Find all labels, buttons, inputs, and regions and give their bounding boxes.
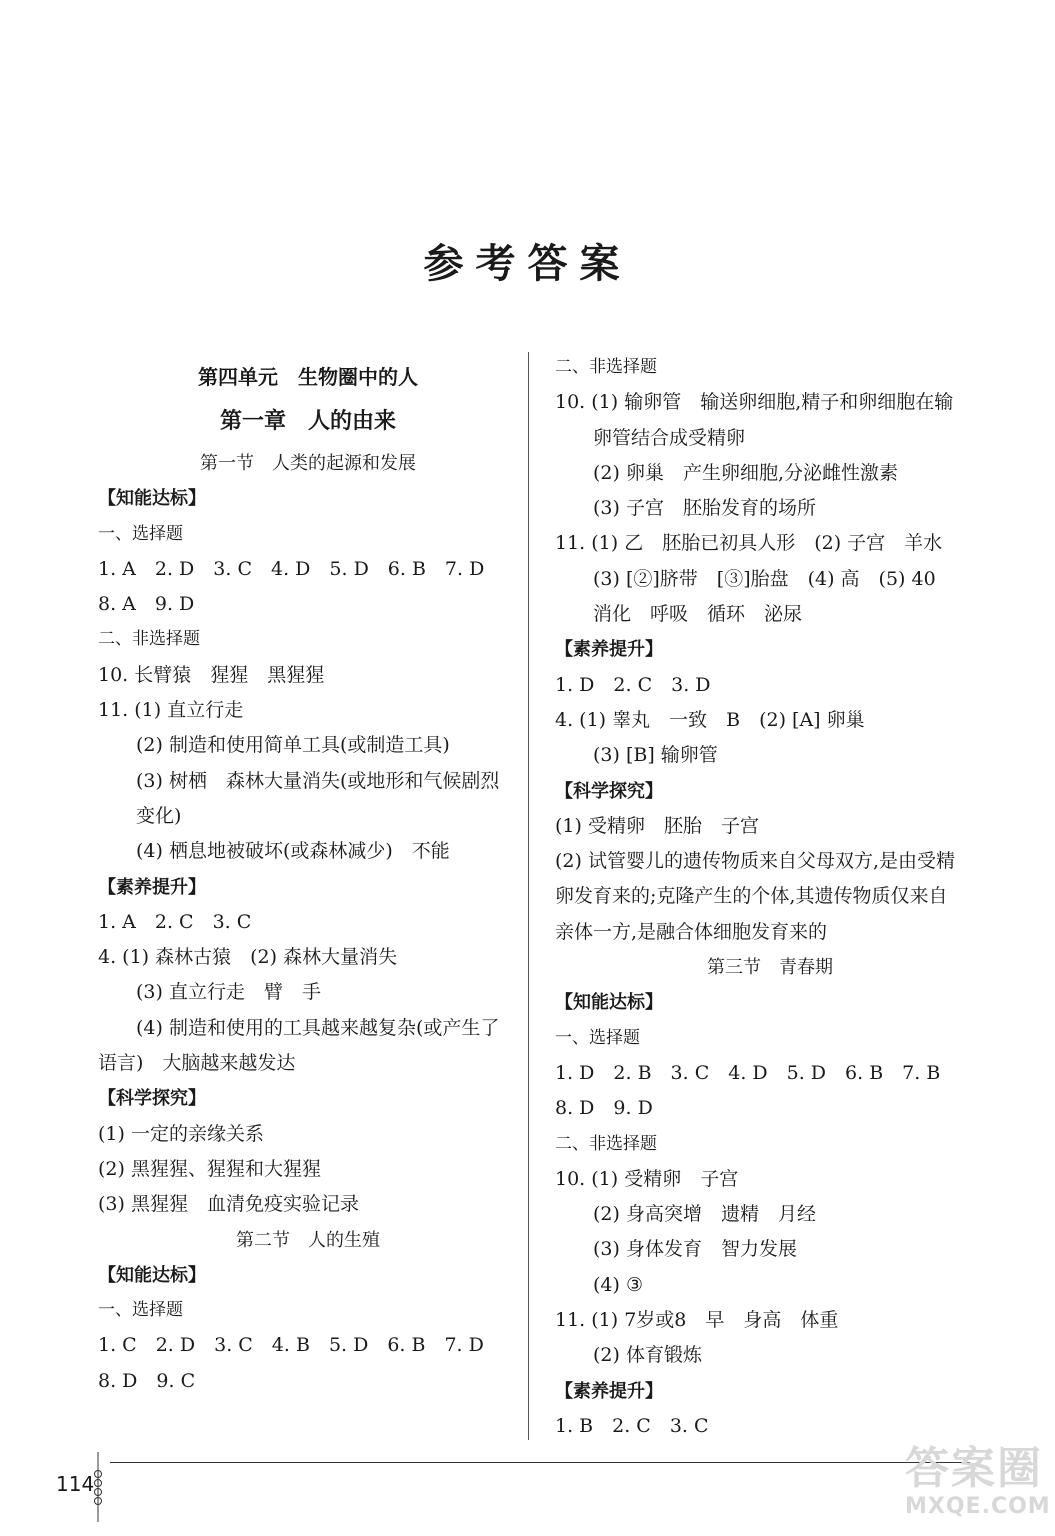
answer-line: 8. D 9. C (98, 1369, 196, 1392)
chapter-heading: 第一章 人的由来 (219, 409, 396, 434)
watermark-top-text: 答案圈 (905, 1443, 1043, 1494)
subsection-label: 【素养提升】 (98, 876, 206, 898)
subsection-label: 【素养提升】 (555, 1380, 663, 1402)
subsection-label: 【素养提升】 (555, 639, 663, 661)
answer-line: 11. (1) 直立行走 (98, 699, 244, 722)
answer-line: 卵发育来的;克隆产生的个体,其遗传物质仅来自 (555, 885, 948, 908)
watermark-bottom-text: MXQE.COM (905, 1494, 1051, 1519)
answer-line: (3) 黑猩猩 血清免疫实验记录 (98, 1193, 359, 1216)
answer-line: 8. A 9. D (98, 593, 195, 616)
answer-line: (2) 黑猩猩、猩猩和大猩猩 (98, 1157, 321, 1180)
answer-line: (3) [②]脐带 [③]胎盘 (4) 高 (5) 40 (593, 567, 936, 590)
section-heading: 第一节 人类的起源和发展 (200, 453, 416, 474)
answer-line: 11. (1) 7岁或8 早 身高 体重 (555, 1309, 839, 1332)
question-type-label: 一、选择题 (98, 523, 183, 544)
answer-line: (3) [B] 输卵管 (593, 744, 718, 767)
footer-rule (110, 1462, 970, 1463)
question-type-label: 一、选择题 (555, 1027, 640, 1048)
column-divider (528, 352, 529, 1440)
subsection-label: 【知能达标】 (98, 488, 206, 510)
answer-line: 10. (1) 受精卵 子宫 (555, 1167, 739, 1190)
answer-line: (2) 卵巢 产生卵细胞,分泌雌性激素 (593, 461, 898, 484)
answer-line: 4. (1) 睾丸 一致 B (2) [A] 卵巢 (555, 708, 865, 731)
answer-line: (1) 一定的亲缘关系 (98, 1122, 264, 1145)
page-number: 114 (56, 1472, 95, 1496)
answer-line: (2) 体育锻炼 (593, 1344, 702, 1367)
answer-line: 1. D 2. B 3. C 4. D 5. D 6. B 7. B (555, 1061, 941, 1084)
question-type-label: 二、非选择题 (555, 357, 657, 377)
subsection-label: 【知能达标】 (555, 992, 663, 1014)
section-heading: 第二节 人的生殖 (236, 1229, 380, 1251)
answer-line: 卵管结合成受精卵 (593, 426, 746, 449)
answer-line: 1. A 2. D 3. C 4. D 5. D 6. B 7. D (98, 557, 485, 580)
answer-line: (3) 直立行走 臂 手 (136, 981, 321, 1004)
left-column (98, 350, 518, 1399)
answer-line: (4) ③ (593, 1273, 643, 1296)
subsection-label: 【知能达标】 (98, 1264, 206, 1286)
answer-line: (3) 身体发育 智力发展 (593, 1238, 797, 1261)
answer-line: 1. A 2. C 3. C (98, 910, 252, 933)
right-column (555, 350, 985, 1444)
answer-line: 4. (1) 森林古猿 (2) 森林大量消失 (98, 946, 398, 969)
answer-line: 亲体一方,是融合体细胞发育来的 (555, 920, 828, 943)
unit-heading: 第四单元 生物圈中的人 (198, 365, 418, 389)
subsection-label: 【科学探究】 (98, 1088, 206, 1110)
answer-line: (1) 受精卵 胚胎 子宫 (555, 814, 759, 837)
answer-line: 8. D 9. D (555, 1097, 653, 1120)
question-type-label: 二、非选择题 (555, 1133, 657, 1154)
answer-line: (2) 身高突增 遗精 月经 (593, 1203, 816, 1226)
watermark-logo (905, 1443, 1051, 1530)
answer-line: 变化) (136, 804, 182, 827)
answer-line: 10. (1) 输卵管 输送卵细胞,精子和卵细胞在输 (555, 391, 954, 414)
answer-line: 1. C 2. D 3. C 4. B 5. D 6. B 7. D (98, 1334, 484, 1357)
answer-line: 11. (1) 乙 胚胎已初具人形 (2) 子宫 羊水 (555, 532, 943, 555)
answer-line: (4) 栖息地被破坏(或森林减少) 不能 (136, 840, 450, 863)
section-heading: 第三节 青春期 (707, 957, 833, 979)
answer-line: (2) 试管婴儿的遗传物质来自父母双方,是由受精 (555, 850, 955, 873)
answer-line: (4) 制造和使用的工具越来越复杂(或产生了 (136, 1016, 500, 1039)
subsection-label: 【科学探究】 (555, 780, 663, 802)
answer-line: (2) 制造和使用简单工具(或制造工具) (136, 734, 450, 757)
answer-line: 1. B 2. C 3. C (555, 1414, 709, 1437)
question-type-label: 一、选择题 (98, 1300, 183, 1321)
answer-line: 1. D 2. C 3. D (555, 673, 711, 696)
answer-line: (3) 树栖 森林大量消失(或地形和气候剧烈 (136, 769, 500, 792)
question-type-label: 二、非选择题 (98, 629, 200, 650)
answer-line: (3) 子宫 胚胎发育的场所 (593, 497, 816, 520)
answer-line: 消化 呼吸 循环 泌尿 (593, 603, 803, 626)
answer-line: 10. 长臂猿 猩猩 黑猩猩 (98, 663, 325, 686)
answer-line: 语言) 大脑越来越发达 (98, 1052, 296, 1075)
page-title: 参考答案 (423, 241, 632, 287)
